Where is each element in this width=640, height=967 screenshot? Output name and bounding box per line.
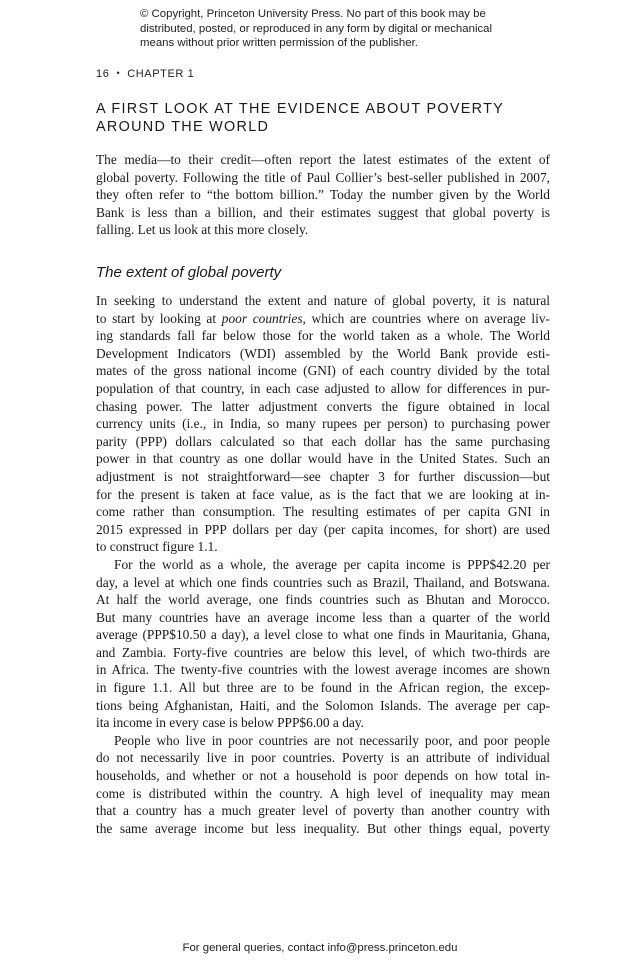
text-line: currency units (i.e., in India, so many rupees per person) to purchasing power [96,416,550,432]
text-line: and Zambia. Forty-five countries are below this level, of which two-thirds are [96,644,550,660]
text-line: power in that country as one dollar would have in the United States. Such an [96,451,550,467]
text-line: chasing power. The latter adjustment converts the figure obtained in local [96,398,550,414]
text-line: for the present is taken at face value, as is the fact that we are looking at in- [96,486,550,502]
text-line: falling. Let us look at this more closely. [96,222,309,238]
text-line: do not necessarily live in poor countries. Poverty is an attribute of individual [96,750,550,766]
text-line: ing standards fall far below those for the world taken as a whole. The World [96,328,550,344]
copyright-notice [140,7,540,51]
text-run: to start by looking at [96,310,222,326]
text-line-with-italic [96,310,550,328]
body-text [96,292,550,837]
text-line: mates of the gross national income (GNI) of each country divided by the total [96,363,550,379]
text-line: that a country has a much greater level of poverty than another country with [96,803,550,819]
text-line: 2015 expressed in PPP dollars per day (per capita incomes, for short) are used [96,521,550,537]
intro-paragraph [96,151,550,239]
running-head [96,68,194,80]
text-run: , which are countries where on average liv- [302,310,550,326]
text-line: But many countries have an average income less than a quarter of the world [96,609,550,625]
text-line: day, a level at which one finds countries such as Brazil, Thailand, and Botswana. [96,574,550,590]
text-line: ita income in every case is below PPP$6.00 a day. [96,715,365,731]
text-line: to construct figure 1.1. [96,539,218,555]
section-heading-line: A FIRST LOOK AT THE EVIDENCE ABOUT POVERTY [96,101,505,117]
chapter-label: CHAPTER 1 [127,68,195,80]
text-line: in Africa. The twenty-five countries with the lowest average incomes are shown [96,662,550,678]
text-line: households, and whether or not a household is poor depends on how total in- [96,768,550,784]
text-line: In seeking to understand the extent and nature of global poverty, it is natural [96,293,550,308]
text-line: come rather than consumption. The resulting estimates of per capita GNI in [96,504,550,520]
text-line: average (PPP$10.50 a day), a level close to what one finds in Mauritania, Ghana, [96,627,550,643]
italic-term: poor countries [221,310,303,326]
text-line: global poverty. Following the title of Paul Collier’s best-seller published in 2007, [96,169,550,185]
text-line: Bank is less than a billion, and their estimates suggest that global poverty is [96,204,550,220]
footer-contact: For general queries, contact info@press.princeton.edu [182,942,458,954]
text-line: in figure 1.1. All but three are to be found in the African region, the excep- [96,680,550,696]
text-line: population of that country, in each case adjusted to allow for differences in pur- [96,380,550,396]
text-line: At half the world average, one finds countries such as Bhutan and Morocco. [96,592,550,608]
text-line: Development Indicators (WDI) assembled by the World Bank provide esti- [96,345,550,361]
text-line: The media—to their credit—often report the latest estimates of the extent of [96,152,550,167]
subsection-heading: The extent of global poverty [96,264,282,281]
text-line: parity (PPP) dollars calculated so that each dollar has the same purchasing [96,433,550,449]
page-number: 16 [96,68,110,80]
text-line: come is distributed within the country. A high level of inequality may mean [96,785,550,801]
text-line: People who live in poor countries are not necessarily poor, and poor people [114,732,550,748]
text-line: adjustment is not straightforward—see chapter 3 for further discussion—but [96,468,550,484]
text-line: the same average income but less inequality. But other things equal, poverty [96,820,550,836]
copyright-line: means without prior written permission of the publisher. [140,37,418,49]
copyright-line: © Copyright, Princeton University Press. No part of this book may be [140,8,486,20]
bullet-separator: • [116,68,121,78]
copyright-line: distributed, posted, or reproduced in any form by digital or mechanical [140,22,493,35]
section-heading [96,100,504,136]
section-heading-line: AROUND THE WORLD [96,119,270,135]
text-line: tions being Afghanistan, Haiti, and the Solomon Islands. The average per cap- [96,697,550,713]
text-line: they often refer to “the bottom billion.” Today the number given by the World [96,187,550,203]
text-line: For the world as a whole, the average per capita income is PPP$42.20 per [114,556,550,572]
